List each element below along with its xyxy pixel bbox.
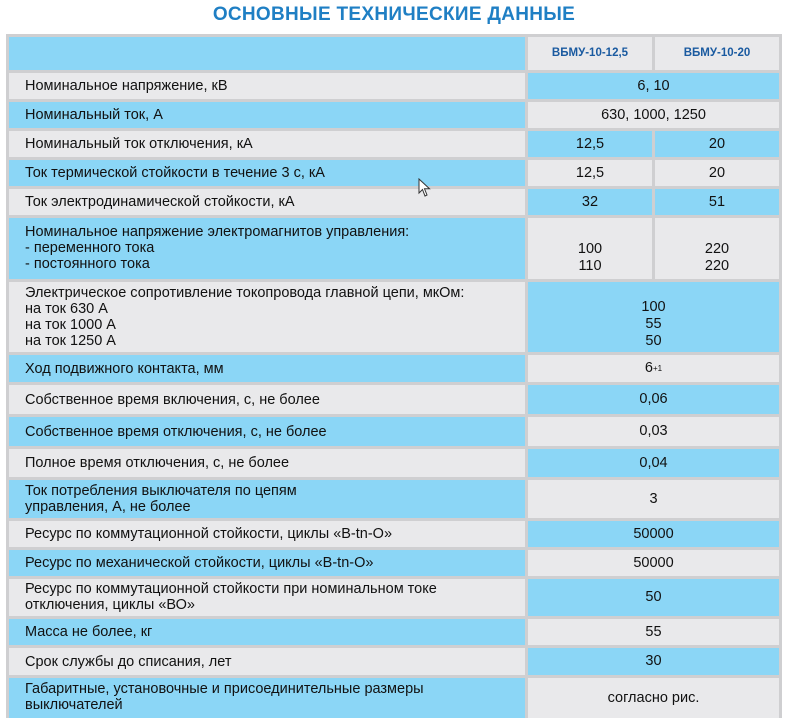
- row-label: Собственное время включения, с, не более: [9, 385, 525, 414]
- row-label-line: - переменного тока: [25, 240, 155, 256]
- row-value-col2: 20: [655, 131, 779, 157]
- row-value-line: 100: [577, 240, 603, 257]
- row-label: Ток термической стойкости в течение 3 с, кА: [9, 160, 525, 186]
- row-value-line: 220: [704, 257, 730, 274]
- row-label-line: на ток 630 А: [25, 301, 108, 317]
- row-value-col2: [655, 218, 779, 279]
- table-row: [6, 417, 782, 446]
- row-label: Ресурс по механической стойкости, циклы «В-tn-О»: [9, 550, 525, 576]
- row-value: 630, 1000, 1250: [528, 102, 779, 128]
- row-label-line: на ток 1250 А: [25, 333, 116, 349]
- row-label: Срок службы до списания, лет: [9, 648, 525, 675]
- row-value: 0,04: [528, 449, 779, 477]
- row-value-col1: [528, 218, 652, 279]
- row-value-line: 110: [578, 257, 602, 274]
- table-row: [6, 218, 782, 279]
- row-label-line: Ресурс по коммутационной стойкости при номинальном токе: [25, 581, 437, 597]
- row-value: 50000: [528, 550, 779, 576]
- row-value-main: 6: [644, 360, 653, 376]
- row-label: Полное время отключения, с, не более: [9, 449, 525, 477]
- table-row: [6, 678, 782, 718]
- row-value-col2: 51: [655, 189, 779, 215]
- row-value: 30: [528, 648, 779, 675]
- row-value: 50000: [528, 521, 779, 547]
- table-row: [6, 385, 782, 414]
- row-label: Номинальный ток отключения, кА: [9, 131, 525, 157]
- row-label-line: Номинальное напряжение электромагнитов управления:: [25, 224, 410, 240]
- specs-table: [6, 34, 782, 718]
- row-label-line: Габаритные, установочные и присоединительные размеры: [25, 681, 424, 697]
- row-label: Ресурс по коммутационной стойкости, циклы «В-tn-О»: [9, 521, 525, 547]
- row-value-superscript: +1: [652, 364, 663, 373]
- row-label: [9, 579, 525, 616]
- row-label-line: отключения, циклы «ВО»: [25, 597, 195, 613]
- table-row: [6, 648, 782, 675]
- row-label-line: выключателей: [25, 697, 123, 713]
- table-row: [6, 619, 782, 645]
- row-value: 0,06: [528, 385, 779, 414]
- row-value-col1: 32: [528, 189, 652, 215]
- row-label: Масса не более, кг: [9, 619, 525, 645]
- table-row: [6, 550, 782, 576]
- row-label: Ход подвижного контакта, мм: [9, 355, 525, 382]
- row-value: 50: [528, 579, 779, 616]
- table-row: [6, 282, 782, 352]
- row-label-line: управления, А, не более: [25, 499, 191, 515]
- table-row: [6, 160, 782, 186]
- row-label-line: Ток потребления выключателя по цепям: [25, 483, 297, 499]
- row-value-line: 100: [641, 298, 666, 315]
- row-value-line: 50: [645, 332, 662, 349]
- table-row: [6, 521, 782, 547]
- row-value: 0,03: [528, 417, 779, 446]
- row-value: [528, 282, 779, 352]
- table-header-row: [6, 37, 782, 70]
- row-label: Номинальное напряжение, кВ: [9, 73, 525, 99]
- table-row: [6, 449, 782, 477]
- table-row: [6, 579, 782, 616]
- row-value-col2: 20: [655, 160, 779, 186]
- row-value: 6, 10: [528, 73, 779, 99]
- mouse-cursor-icon: [418, 178, 432, 198]
- row-label-line: - постоянного тока: [25, 256, 150, 272]
- row-label: [9, 218, 525, 279]
- table-row: [6, 102, 782, 128]
- row-label: Номинальный ток, А: [9, 102, 525, 128]
- row-label: Ток электродинамической стойкости, кА: [9, 189, 525, 215]
- row-value-line: 55: [645, 315, 662, 332]
- table-row: [6, 189, 782, 215]
- row-value-col1: 12,5: [528, 131, 652, 157]
- table-row: [6, 355, 782, 382]
- table-row: [6, 131, 782, 157]
- row-value: 3: [528, 480, 779, 518]
- row-value: [528, 355, 779, 382]
- row-label: Собственное время отключения, с, не более: [9, 417, 525, 446]
- header-label-cell: [9, 37, 525, 70]
- row-label-line: на ток 1000 А: [25, 317, 116, 333]
- row-label-line: Электрическое сопротивление токопровода главной цепи, мкОм:: [25, 285, 465, 301]
- row-label: [9, 678, 525, 718]
- row-label: [9, 480, 525, 518]
- row-value: 55: [528, 619, 779, 645]
- row-value-line: 220: [704, 240, 730, 257]
- row-value: согласно рис.: [528, 678, 779, 718]
- header-col1: ВБМУ-10-12,5: [528, 37, 652, 70]
- table-row: [6, 480, 782, 518]
- page-title: ОСНОВНЫЕ ТЕХНИЧЕСКИЕ ДАННЫЕ: [212, 4, 576, 25]
- row-label: [9, 282, 525, 352]
- row-value-col1: 12,5: [528, 160, 652, 186]
- header-col2: ВБМУ-10-20: [655, 37, 779, 70]
- table-row: [6, 73, 782, 99]
